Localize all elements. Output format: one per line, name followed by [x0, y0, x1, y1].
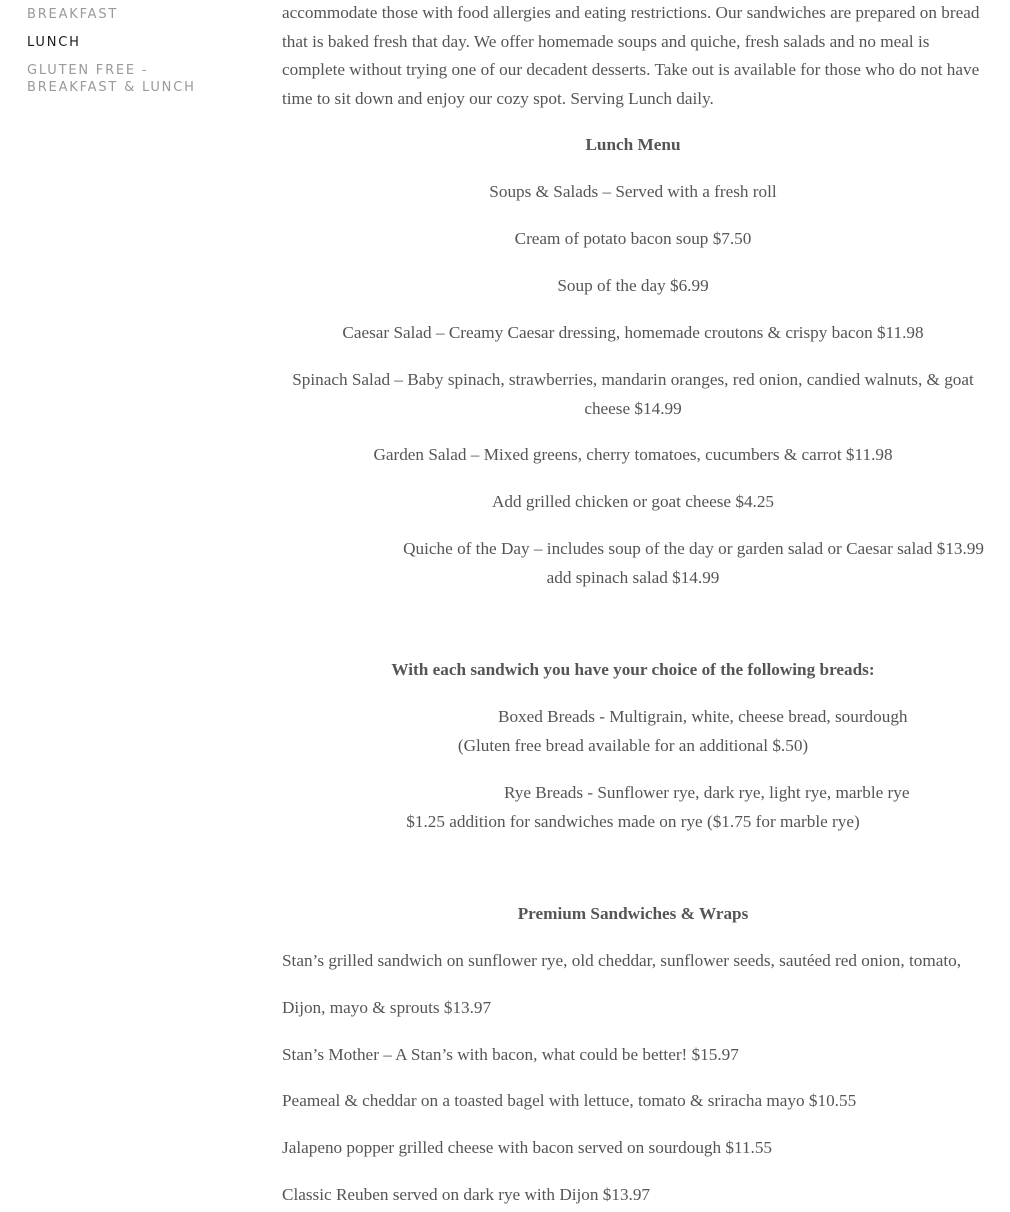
- soups-salads-heading: Soups & Salads – Served with a fresh roll: [489, 182, 777, 202]
- rye-note: $1.25 addition for sandwiches made on rye ($1.75 for marble rye): [406, 812, 860, 832]
- breads-title: With each sandwich you have your choice of the following breads:: [391, 660, 875, 680]
- menu-item: Caesar Salad – Creamy Caesar dressing, homemade croutons & crispy bacon $11.98: [342, 323, 924, 343]
- nav-item-lunch[interactable]: LUNCH: [27, 35, 81, 50]
- quiche-item: Quiche of the Day – includes soup of the day or garden salad or Caesar salad $13.99: [403, 539, 984, 559]
- menu-item: Soup of the day $6.99: [557, 276, 709, 296]
- nav-item-gluten-free[interactable]: GLUTEN FREE - BREAKFAST & LUNCH: [27, 63, 196, 95]
- menu-item: Add grilled chicken or goat cheese $4.25: [491, 492, 775, 512]
- boxed-breads: Boxed Breads - Multigrain, white, cheese bread, sourdough: [498, 707, 908, 727]
- lunch-menu-title: Lunch Menu: [585, 135, 681, 155]
- sidebar-nav: [27, 6, 237, 96]
- rye-breads: Rye Breads - Sunflower rye, dark rye, light rye, marble rye: [504, 783, 910, 803]
- sandwich-item: Dijon, mayo & sprouts $13.97: [282, 998, 492, 1018]
- menu-item: Garden Salad – Mixed greens, cherry tomatoes, cucumbers & carrot $11.98: [373, 445, 893, 465]
- gluten-free-note: (Gluten free bread available for an additional $.50): [457, 736, 809, 756]
- quiche-addon: add spinach salad $14.99: [546, 568, 720, 588]
- nav-item-breakfast[interactable]: BREAKFAST: [27, 7, 119, 22]
- sandwich-item: Classic Reuben served on dark rye with Dijon $13.97: [282, 1185, 651, 1205]
- sandwich-item: Stan’s grilled sandwich on sunflower rye, old cheddar, sunflower seeds, sautéed red onion, tomato,: [282, 951, 962, 971]
- sandwich-item: Stan’s Mother – A Stan’s with bacon, what could be better! $15.97: [282, 1045, 739, 1065]
- menu-content: [282, 0, 984, 1209]
- sandwich-item: Jalapeno popper grilled cheese with bacon served on sourdough $11.55: [282, 1138, 773, 1158]
- menu-item: Cream of potato bacon soup $7.50: [514, 229, 752, 249]
- sandwich-item: Peameal & cheddar on a toasted bagel with lettuce, tomato & sriracha mayo $10.55: [282, 1091, 857, 1111]
- premium-title: Premium Sandwiches & Wraps: [517, 904, 749, 924]
- intro-paragraph: accommodate those with food allergies and eating restrictions. Our sandwiches are prepared on bread that is baked fresh that day. We offer homemade soups and quiche, fresh salads and no meal is complete without trying one of our decadent desserts. Take out is available for those who do not have time to sit down and enjoy our cozy spot. Serving Lunch daily.: [282, 3, 980, 108]
- menu-item: Spinach Salad – Baby spinach, strawberries, mandarin oranges, red onion, candied walnuts, & goat cheese $14.99: [292, 370, 974, 419]
